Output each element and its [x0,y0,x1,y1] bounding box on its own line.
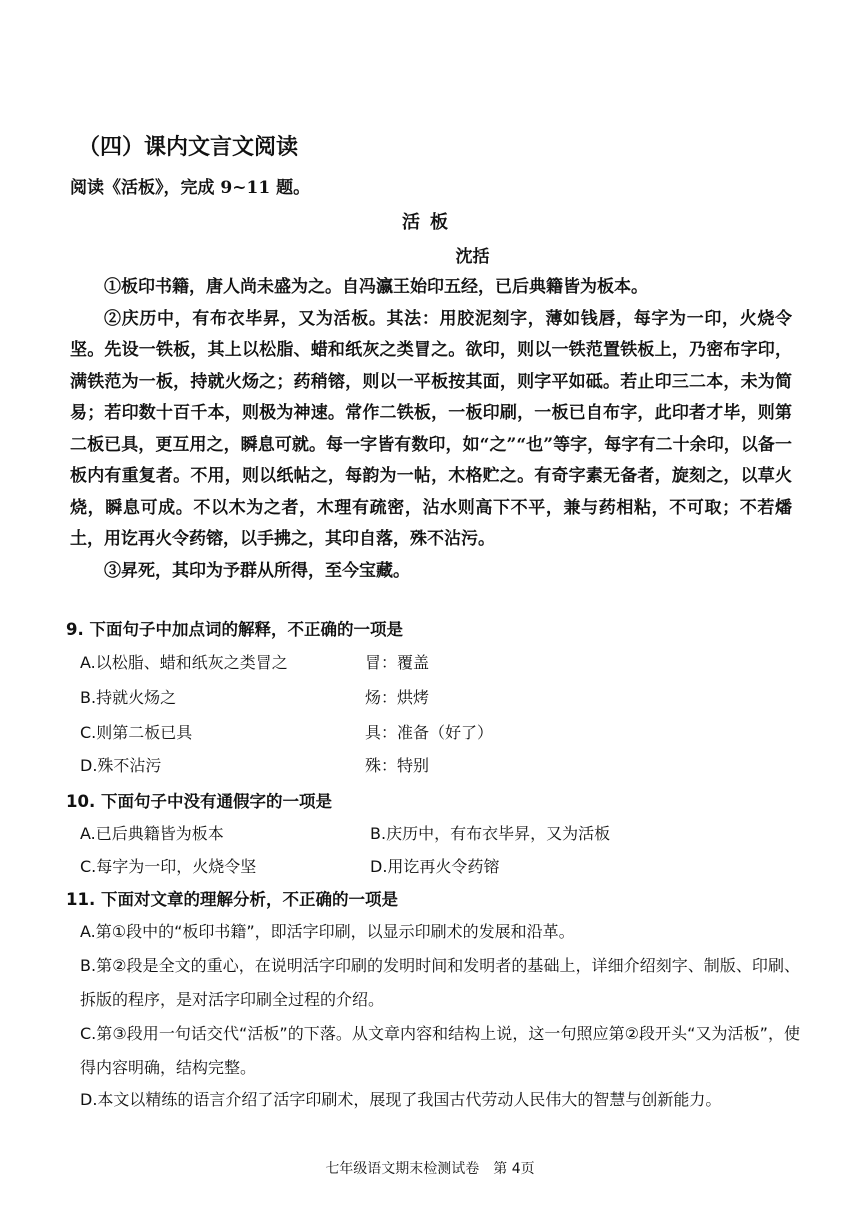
option-text: 殊不沾污 [97,756,162,775]
option-text: 第③段用一句话交代“活板”的下落。从文章内容和结构上说，这一句照应第②段开头“又为活板”，使得内容明确，结构完整。 [80,1024,800,1077]
paragraph-1: ①板印书籍，唐人尚未盛为之。自冯瀛王始印五经，已后典籍皆为板本。 [104,277,648,297]
option-text: 庆历中，有布衣毕昇，又为活板 [386,824,611,843]
q9-option-d-gloss: 殊：特别 [365,756,430,775]
option-label: B. [370,824,387,843]
option-text: 用讫再火令药镕 [387,857,500,876]
q11-option-a[interactable] [80,915,800,949]
q9-option-c[interactable] [80,720,192,743]
q11-option-d[interactable] [80,1083,800,1117]
option-label: D. [80,756,98,775]
q9-option-c-gloss: 具：准备（好了） [365,723,494,742]
q9-option-a-gloss: 冒：覆盖 [365,653,430,672]
option-label: D. [370,857,388,876]
question-9-stem: 9. 下面句子中加点词的解释，不正确的一项是 [66,620,403,639]
option-label: B. [80,956,97,975]
option-label: A. [80,653,96,672]
option-label: A. [80,922,96,941]
paragraph-3: ③昇死，其印为予群从所得，至今宝藏。 [104,560,410,581]
q10-option-d[interactable] [370,854,499,877]
q9-option-d[interactable] [80,753,161,776]
option-text: 已后典籍皆为板本 [95,824,224,843]
q11-option-c[interactable] [80,1017,800,1085]
article-passage [70,272,792,587]
option-text: 第①段中的“板印书籍”，即活字印刷，以显示印刷术的发展和沿革。 [95,922,575,941]
article-author: 沈括 [455,247,490,267]
question-11-stem: 11. 下面对文章的理解分析，不正确的一项是 [66,890,398,909]
option-text: 第②段是全文的重心，在说明活字印刷的发明时间和发明者的基础上，详细介绍刻字、制版、印刷、拆版的程序，是对活字印刷全过程的介绍。 [80,956,800,1009]
option-label: C. [80,857,97,876]
q10-option-c[interactable] [80,854,256,877]
section-title: （四）课内文言文阅读 [78,135,299,160]
q9-option-a[interactable] [80,650,288,673]
q10-option-a[interactable] [80,821,224,844]
option-label: C. [80,723,97,742]
article-title: 活板 [402,212,458,233]
option-text: 本文以精练的语言介绍了活字印刷术，展现了我国古代劳动人民伟大的智慧与创新能力。 [97,1090,722,1109]
q9-option-b-gloss: 炀：烘烤 [365,688,430,707]
option-text: 则第二板已具 [96,723,193,742]
paragraph-2: ②庆历中，有布衣毕昇，又为活板。其法：用胶泥刻字，薄如钱唇，每字为一印，火烧令坚。先设一铁板，其上以松脂、蜡和纸灰之类冒之。欲印，则以一铁范置铁板上，乃密布字印，满铁范为一板，持就火炀之；药稍镕，则以一平板按其面，则字平如砥。若止印三二本，未为简易；若印数十百千本，则极为神速。常作二铁板，一板印刷，一板已自布字，此印者才毕，则第二板已具，更互用之，瞬息可就。每一字皆有数印，如“之”“也”等字，每字有二十余印，以备一板内有重复者。不用，则以纸帖之，每韵为一帖，木格贮之。有奇字素无备者，旋刻之，以草火烧，瞬息可成。不以木为之者，木理有疏密，沾水则高下不平，兼与药相粘，不可取；不若燔土，用讫再火令药镕，以手拂之，其印自落，殊不沾污。 [70,308,792,549]
option-label: A. [80,824,96,843]
option-label: C. [80,1024,97,1043]
page-footer: 七年级语文期末检测试卷 第 4页 [325,1161,535,1177]
question-10-stem: 10. 下面句子中没有通假字的一项是 [66,792,332,811]
q10-option-b[interactable] [370,821,610,844]
option-label: D. [80,1090,98,1109]
option-text: 以松脂、蜡和纸灰之类冒之 [95,653,288,672]
option-text: 每字为一印，火烧令坚 [96,857,257,876]
q11-option-b[interactable] [80,949,800,1017]
option-label: B. [80,688,97,707]
reading-instruction: 阅读《活板》，完成 9~11 题。 [70,178,311,198]
option-text: 持就火炀之 [96,688,177,707]
q9-option-b[interactable] [80,685,176,708]
